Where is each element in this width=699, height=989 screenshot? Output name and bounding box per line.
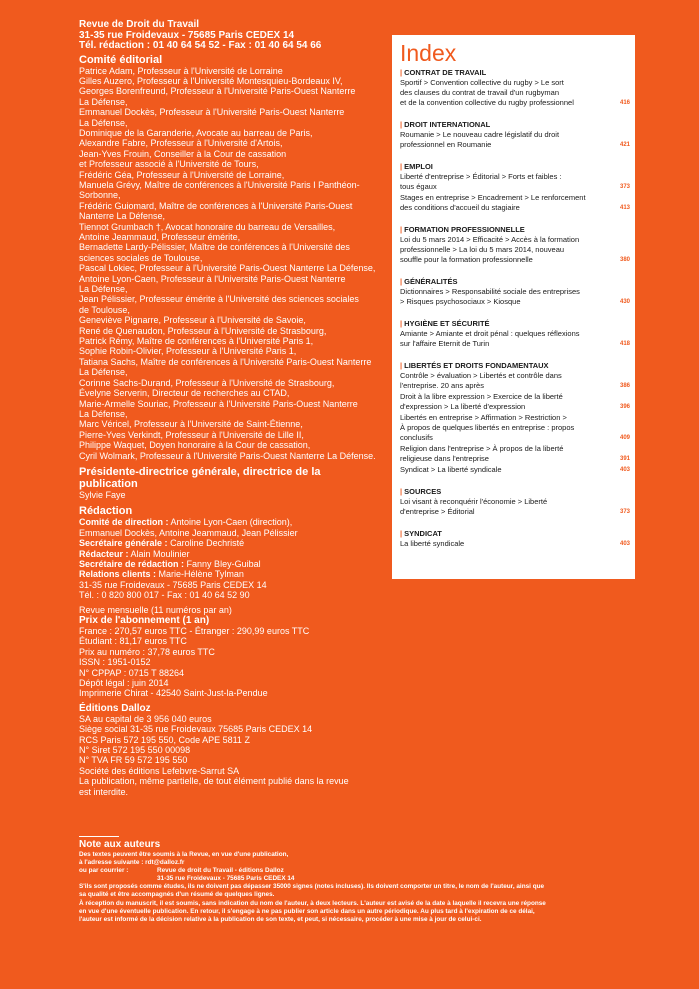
- index-entry[interactable]: [400, 329, 630, 349]
- index-entry-line: religieuse dans l'entreprise: [400, 454, 489, 463]
- index-entry-line: Stages en entreprise > Encadrement > Le renforcement: [400, 193, 586, 202]
- index-page-number: 418: [619, 341, 630, 347]
- index-entry-line: d'entreprise > Éditorial: [400, 507, 475, 516]
- index-entry-line: > Risques psychosociaux > Kiosque: [400, 297, 521, 306]
- comite-member: Antoine Lyon-Caen, Professeur à l'Université Paris-Ouest Nanterre: [79, 273, 346, 284]
- comite-member: Cyril Wolmark, Professeur à l'Université Paris-Ouest Nanterre La Défense.: [79, 450, 376, 461]
- comite-member: Manuela Grévy, Maître de conférences à l'Université Paris I Panthéon-: [79, 179, 360, 190]
- index-entry-line: Loi du 5 mars 2014 > Efficacité > Accès à la formation: [400, 235, 580, 244]
- dalloz-list: [79, 714, 379, 797]
- revue-mensuelle: Revue mensuelle (11 numéros par an): [79, 604, 232, 615]
- index-section: [400, 529, 630, 549]
- index-entry-line: Sportif > Convention collective du rugby > Le sort: [400, 78, 564, 87]
- comite-member: Corinne Sachs-Durand, Professeur à l'Université de Strasbourg,: [79, 377, 335, 388]
- index-section-heading: | SOURCES: [400, 487, 442, 496]
- index-list: [400, 68, 630, 550]
- comite-member: Bernadette Lardy-Pélissier, Maître de conférences à l'Université des: [79, 242, 350, 253]
- presidente-heading: Présidente-directrice générale, directrice de la publication: [79, 465, 321, 490]
- journal-title: Revue de Droit du Travail: [79, 19, 200, 30]
- comite-member: Frédéric Guiomard, Maître de conférences à l'Université Paris-Ouest: [79, 200, 353, 211]
- index-entry[interactable]: [400, 413, 630, 443]
- index-entry-line: La liberté syndicale: [400, 539, 465, 548]
- index-section: [400, 162, 630, 213]
- dalloz-line: La publication, même partielle, de tout élément publié dans la revue: [79, 776, 349, 787]
- index-page-number: 430: [619, 299, 630, 305]
- divider: [79, 836, 119, 837]
- index-page-number: 391: [619, 456, 630, 462]
- index-entry-line: Contrôle > évaluation > Libertés et contrôle dans: [400, 371, 562, 380]
- index-entry-line: conclusifs: [400, 433, 433, 442]
- comite-member: Patrice Adam, Professeur à l'Université de Lorraine: [79, 65, 283, 76]
- dalloz-line: N° TVA FR 59 572 195 550: [79, 755, 188, 766]
- index-page-number: 403: [619, 467, 630, 473]
- dalloz-line: RCS Paris 572 195 550, Code APE 5811 Z: [79, 734, 250, 745]
- index-entry-line: l'entreprise. 20 ans après: [400, 381, 484, 390]
- index-section-heading: | SYNDICAT: [400, 529, 442, 538]
- index-page-number: 409: [619, 435, 630, 441]
- abonnement-line: Dépôt légal : juin 2014: [79, 678, 169, 689]
- index-entry-line: souffle pour la formation professionnelle: [400, 255, 533, 264]
- index-section: [400, 68, 630, 108]
- secretaire-generale: Secrétaire générale : Caroline Dechristé: [79, 538, 245, 549]
- comite-member: de Toulouse,: [79, 304, 130, 315]
- index-page-number: 373: [619, 509, 630, 515]
- index-page-number: 386: [619, 383, 630, 389]
- abonnement-line: ISSN : 1951-0152: [79, 657, 151, 668]
- index-page-number: 413: [619, 205, 630, 211]
- comite-member: et Professeur associé à l'Université de Tours,: [79, 159, 259, 170]
- index-entry-line: Loi visant à reconquérir l'économie > Liberté: [400, 497, 548, 506]
- index-title: Index: [400, 40, 457, 66]
- index-section: [400, 225, 630, 265]
- index-page-number: 396: [619, 404, 630, 410]
- note-aux-auteurs: [79, 839, 624, 924]
- index-entry-line: Dictionnaires > Responsabilité sociale des entreprises: [400, 287, 580, 296]
- comite-member: Alexandre Fabre, Professeur à l'Université d'Artois,: [79, 138, 283, 149]
- comite-member: Dominique de la Garanderie, Avocate au barreau de Paris,: [79, 127, 313, 138]
- comite-member: Marie-Armelle Souriac, Professeur à l'Université Paris-Ouest Nanterre: [79, 398, 358, 409]
- comite-member: Tiennot Grumbach †, Avocat honoraire du barreau de Versailles,: [79, 221, 336, 232]
- courrier-label: ou par courrier :: [79, 867, 129, 875]
- journal-tel: Tél. rédaction : 01 40 64 54 52 - Fax : 01 40 64 54 66: [79, 40, 322, 51]
- comite-member: René de Quenaudon, Professeur à l'Université de Strasbourg,: [79, 325, 327, 336]
- index-bar-icon: |: [400, 487, 403, 496]
- index-entry[interactable]: [400, 172, 630, 192]
- courrier-line-1: Revue de droit du Travail - éditions Dalloz: [157, 867, 284, 875]
- comite-list: [79, 66, 379, 461]
- index-section-heading: | FORMATION PROFESSIONNELLE: [400, 225, 525, 234]
- comite-member: La Défense,: [79, 367, 128, 378]
- comite-heading: Comité éditorial: [79, 53, 163, 66]
- index-entry[interactable]: [400, 235, 630, 265]
- dalloz-heading: Éditions Dalloz: [79, 702, 151, 714]
- courrier-row: [79, 867, 624, 875]
- index-bar-icon: |: [400, 361, 403, 370]
- index-entry[interactable]: [400, 392, 630, 412]
- index-entry-line: Liberté d'entreprise > Éditorial > Forts et faibles :: [400, 172, 562, 181]
- index-section-heading: | GÉNÉRALITÉS: [400, 277, 458, 286]
- abonnement-line: N° CPPAP : 0715 T 88264: [79, 667, 185, 678]
- index-section: [400, 319, 630, 349]
- index-page-number: 403: [619, 541, 630, 547]
- abonnement-line: Prix au numéro : 37,78 euros TTC: [79, 646, 215, 657]
- comite-member: Sorbonne,: [79, 190, 121, 201]
- index-bar-icon: |: [400, 120, 403, 129]
- index-entry[interactable]: [400, 371, 630, 391]
- index-entry-line: Syndicat > La liberté syndicale: [400, 465, 502, 474]
- index-entry[interactable]: [400, 193, 630, 213]
- index-section-heading: | EMPLOI: [400, 162, 433, 171]
- relations-clients: Relations clients : Marie-Hélène Tylman: [79, 569, 244, 580]
- index-entry[interactable]: [400, 130, 630, 150]
- index-entry[interactable]: [400, 465, 630, 475]
- abonnement-line: Imprimerie Chirat - 42540 Saint-Just-la-Pendue: [79, 688, 268, 699]
- comite-direction: Comité de direction : Antoine Lyon-Caen (direction),: [79, 517, 293, 528]
- index-box: [392, 35, 635, 579]
- index-entry[interactable]: [400, 497, 630, 517]
- rc-address: 31-35 rue Froidevaux - 75685 Paris CEDEX 14: [79, 579, 267, 590]
- auteurs-intro-2: à l'adresse suivante : rdt@dalloz.fr: [79, 859, 185, 867]
- abonnement-line: Étudiant : 81,17 euros TTC: [79, 636, 187, 647]
- auteurs-body-line: À réception du manuscrit, il est soumis, sans indication du nom de l'auteur, à deux lecteurs. L'auteur est avisé de la date à laquelle il recevra une réponse: [79, 899, 546, 907]
- comite-member: La Défense,: [79, 408, 128, 419]
- index-entry-line: professionnel en Roumanie: [400, 140, 492, 149]
- index-entry[interactable]: [400, 287, 630, 307]
- index-entry-line: et de la convention collective du rugby professionnel: [400, 98, 574, 107]
- index-entry-line: des clauses du contrat de travail d'un rugbyman: [400, 88, 560, 97]
- comite-member: Nanterre La Défense,: [79, 211, 166, 222]
- index-section: [400, 277, 630, 307]
- dalloz-line: SA au capital de 3 956 040 euros: [79, 713, 212, 724]
- index-section-heading: | LIBERTÉS ET DROITS FONDAMENTAUX: [400, 361, 549, 370]
- index-entry[interactable]: [400, 539, 630, 549]
- rc-tel: Tél. : 0 820 800 017 - Fax : 01 40 64 52 90: [79, 590, 250, 601]
- comite-member: La Défense,: [79, 284, 128, 295]
- auteurs-body-line: en vue d'une éventuelle publication. En retour, il s'engage à ne pas publier son article dans un autre périodique. Au plus tard à l'expiration de ce délai,: [79, 907, 535, 915]
- index-bar-icon: |: [400, 68, 403, 77]
- index-entry-line: des conditions d'accueil du stagiaire: [400, 203, 520, 212]
- index-entry-line: tous égaux: [400, 182, 437, 191]
- index-bar-icon: |: [400, 319, 403, 328]
- secretaire-redaction: Secrétaire de rédaction : Fanny Bley-Guibal: [79, 558, 261, 569]
- comite-member: Emmanuel Dockès, Professeur à l'Université Paris-Ouest Nanterre: [79, 107, 345, 118]
- auteurs-heading: Note aux auteurs: [79, 839, 161, 850]
- index-page-number: 416: [619, 100, 630, 106]
- index-entry[interactable]: [400, 444, 630, 464]
- comite-member: Geneviève Pignarre, Professeur à l'Université de Savoie,: [79, 315, 306, 326]
- index-entry[interactable]: [400, 78, 630, 108]
- comite-member: Jean-Yves Frouin, Conseiller à la Cour de cassation: [79, 148, 287, 159]
- auteurs-body-line: sa qualité et être accompagnés d'un résumé de quelques lignes.: [79, 891, 275, 899]
- auteurs-body-line: l'auteur est informé de la décision relative à la publication de son texte, et peut, si nécessaire, procéder à une mise à jour de celui-ci.: [79, 915, 482, 923]
- comite-member: sciences sociales de Toulouse,: [79, 252, 203, 263]
- comite-member: Gilles Auzero, Professeur à l'Université Montesquieu-Bordeaux IV,: [79, 75, 343, 86]
- index-entry-line: À propos de quelques libertés en entreprise : propos: [400, 423, 575, 432]
- courrier-line-2: 31-35 rue Froidevaux - 75685 Paris CEDEX 14: [157, 875, 295, 883]
- comite-member: Jean Pélissier, Professeur émérite à l'Université des sciences sociales: [79, 294, 359, 305]
- comite-member: La Défense,: [79, 117, 128, 128]
- abonnement-list: [79, 626, 379, 699]
- index-bar-icon: |: [400, 162, 403, 171]
- courrier-row-2: [79, 875, 624, 883]
- comite-member: Pascal Lokiec, Professeur à l'Université Paris-Ouest Nanterre La Défense,: [79, 263, 376, 274]
- comite-member: Georges Borenfreund, Professeur à l'Université Paris-Ouest Nanterre: [79, 86, 356, 97]
- auteurs-body: [79, 883, 624, 923]
- index-page-number: 373: [619, 184, 630, 190]
- index-bar-icon: |: [400, 225, 403, 234]
- comite-member: Pierre-Yves Verkindt, Professeur à l'Université de Lille II,: [79, 429, 304, 440]
- comite-member: Philippe Waquet, Doyen honoraire à la Cour de cassation,: [79, 440, 311, 451]
- index-entry-line: Roumanie > Le nouveau cadre législatif du droit: [400, 130, 560, 139]
- comite-member: Patrick Rémy, Maître de conférences à l'Université Paris 1,: [79, 336, 314, 347]
- index-entry-line: Amiante > Amiante et droit pénal : quelques réflexions: [400, 329, 580, 338]
- dalloz-line: N° Siret 572 195 550 00098: [79, 745, 191, 756]
- comite-member: Sophie Robin-Olivier, Professeur à l'Université Paris 1,: [79, 346, 297, 357]
- presidente-name: Sylvie Faye: [79, 489, 126, 500]
- index-bar-icon: |: [400, 277, 403, 286]
- abonnement-line: France : 270,57 euros TTC - Étranger : 290,99 euros TTC: [79, 626, 310, 636]
- masthead-column: [79, 20, 379, 797]
- index-entry-line: sur l'affaire Eternit de Turin: [400, 339, 490, 348]
- index-entry-line: Droit à la libre expression > Exercice de la liberté: [400, 392, 563, 401]
- redacteur: Rédacteur : Alain Moulinier: [79, 548, 190, 559]
- journal-address: 31-35 rue Froidevaux - 75685 Paris CEDEX 14: [79, 29, 295, 41]
- comite-member: Tatiana Sachs, Maître de conférences à l'Université Paris-Ouest Nanterre: [79, 356, 372, 367]
- comite-member: Marc Véricel, Professeur à l'Université de Saint-Étienne,: [79, 419, 303, 430]
- index-entry-line: Religion dans l'entreprise > À propos de la liberté: [400, 444, 564, 453]
- comite-direction-cont: Emmanuel Dockès, Antoine Jeammaud, Jean Pélissier: [79, 527, 298, 538]
- index-section-heading: | HYGIÈNE ET SÉCURITÉ: [400, 319, 490, 328]
- comite-member: Évelyne Serverin, Directeur de recherches au CTAD,: [79, 388, 290, 399]
- index-section: [400, 487, 630, 517]
- redaction-heading: Rédaction: [79, 505, 133, 518]
- index-bar-icon: |: [400, 529, 403, 538]
- index-entry-line: Libertés en entreprise > Affirmation > Restriction >: [400, 413, 567, 422]
- index-section: [400, 361, 630, 475]
- index-page-number: 421: [619, 142, 630, 148]
- index-section-heading: | DROIT INTERNATIONAL: [400, 120, 491, 129]
- comite-member: La Défense,: [79, 96, 128, 107]
- auteurs-intro-1: Des textes peuvent être soumis à la Revue, en vue d'une publication,: [79, 851, 289, 858]
- index-entry-line: professionnelle > La loi du 5 mars 2014, nouveau: [400, 245, 565, 254]
- dalloz-line: est interdite.: [79, 786, 129, 797]
- dalloz-line: Siège social 31-35 rue Froidevaux 75685 Paris CEDEX 14: [79, 724, 313, 735]
- dalloz-line: Société des éditions Lefebvre-Sarrut SA: [79, 765, 240, 776]
- abonnement-heading: Prix de l'abonnement (1 an): [79, 615, 210, 626]
- index-section: [400, 120, 630, 150]
- comite-member: Antoine Jeammaud, Professeur émérite,: [79, 232, 241, 242]
- index-entry-line: d'expression > La liberté d'expression: [400, 402, 526, 411]
- index-page-number: 380: [619, 257, 630, 263]
- index-section-heading: | CONTRAT DE TRAVAIL: [400, 68, 487, 77]
- comite-member: Frédéric Géa, Professeur à l'Université de Lorraine,: [79, 169, 285, 180]
- auteurs-body-line: S'ils sont proposés comme études, ils ne doivent pas dépasser 35000 signes (notes incluses). Ils doivent comporter un titre, le nom de l'auteur, ainsi que: [79, 883, 545, 891]
